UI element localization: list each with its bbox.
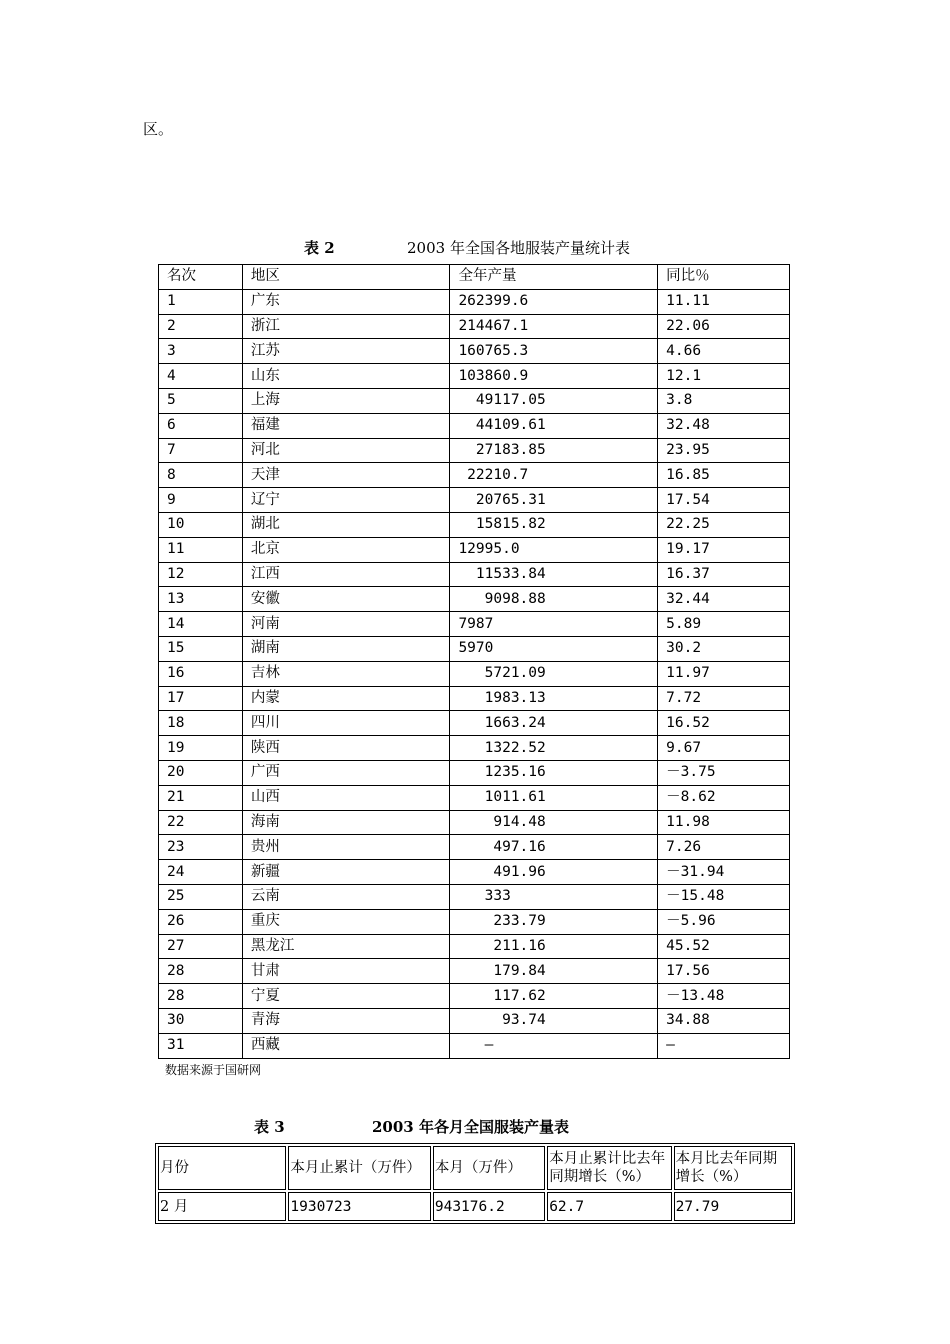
table2-cell-rank: 27 — [159, 934, 243, 959]
table-row — [159, 364, 790, 389]
table2-cell-output: 233.79 — [450, 909, 658, 934]
table2-cell-yoy: 32.44 — [658, 587, 790, 612]
table2-cell-output: 491.96 — [450, 860, 658, 885]
table2-cell-yoy: 12.1 — [658, 364, 790, 389]
table2-cell-yoy: －31.94 — [658, 860, 790, 885]
table2-cell-rank: 9 — [159, 488, 243, 513]
table3-monthly-output — [155, 1143, 795, 1224]
table2-cell-region: 广西 — [242, 760, 450, 785]
table2-cell-output: 262399.6 — [450, 289, 658, 314]
table-row — [158, 1192, 792, 1221]
table2-cell-output: 914.48 — [450, 810, 658, 835]
table2-cell-output: 1235.16 — [450, 760, 658, 785]
table3-cell-current: 943176.2 — [433, 1192, 545, 1221]
table3-header-row — [158, 1146, 792, 1190]
table2-cell-yoy: 9.67 — [658, 736, 790, 761]
table2-cell-yoy: 22.06 — [658, 314, 790, 339]
table2-cell-yoy: 3.8 — [658, 388, 790, 413]
table2-cell-rank: 25 — [159, 884, 243, 909]
table-row — [159, 934, 790, 959]
table2-cell-region: 天津 — [242, 463, 450, 488]
table2-cell-region: 海南 — [242, 810, 450, 835]
table-row — [159, 537, 790, 562]
table2-cell-yoy: 45.52 — [658, 934, 790, 959]
table2-header-yoy: 同比％ — [658, 265, 790, 290]
table3-header-current: 本月（万件） — [433, 1146, 545, 1190]
table2-cell-rank: 28 — [159, 984, 243, 1009]
table-row — [159, 488, 790, 513]
table2-cell-rank: 21 — [159, 785, 243, 810]
table2-cell-region: 新疆 — [242, 860, 450, 885]
table2-cell-output: 1322.52 — [450, 736, 658, 761]
table2-cell-yoy: －3.75 — [658, 760, 790, 785]
table-row — [159, 810, 790, 835]
table2-cell-region: 青海 — [242, 1008, 450, 1033]
source-note: 数据来源于国研网 — [165, 1063, 262, 1077]
table2-header-row — [159, 265, 790, 290]
table2-cell-region: 浙江 — [242, 314, 450, 339]
table-row — [159, 289, 790, 314]
table2-cell-rank: 12 — [159, 562, 243, 587]
table2-header-output: 全年产量 — [450, 265, 658, 290]
table2-caption — [304, 238, 630, 258]
table-row — [159, 1033, 790, 1058]
table2-cell-rank: 23 — [159, 835, 243, 860]
table-row — [159, 1008, 790, 1033]
table2-cell-rank: 7 — [159, 438, 243, 463]
table2-cell-rank: 18 — [159, 711, 243, 736]
table2-cell-rank: 11 — [159, 537, 243, 562]
table2-cell-yoy: －15.48 — [658, 884, 790, 909]
table-row — [159, 736, 790, 761]
table2-cell-rank: 26 — [159, 909, 243, 934]
table3-cell-current-growth: 27.79 — [674, 1192, 792, 1221]
table2-cell-rank: 19 — [159, 736, 243, 761]
table3-header-cumulative: 本月止累计（万件） — [288, 1146, 430, 1190]
table2-cell-rank: 17 — [159, 686, 243, 711]
table2-cell-output: 179.84 — [450, 959, 658, 984]
table2-cell-output: 211.16 — [450, 934, 658, 959]
table-row — [159, 686, 790, 711]
table2-cell-region: 湖南 — [242, 636, 450, 661]
table2-cell-output: 12995.0 — [450, 537, 658, 562]
table2-cell-rank: 22 — [159, 810, 243, 835]
table2-cell-rank: 28 — [159, 959, 243, 984]
table2-cell-region: 安徽 — [242, 587, 450, 612]
table2-cell-output: 15815.82 — [450, 512, 658, 537]
table2-cell-output: 44109.61 — [450, 413, 658, 438]
table2-cell-output: 117.62 — [450, 984, 658, 1009]
table2-cell-yoy: 16.52 — [658, 711, 790, 736]
table2-cell-region: 云南 — [242, 884, 450, 909]
table2-cell-output: 5721.09 — [450, 661, 658, 686]
table-row — [159, 760, 790, 785]
table2-cell-output: 7987 — [450, 612, 658, 637]
table2-cell-yoy: 5.89 — [658, 612, 790, 637]
table2-header-region: 地区 — [242, 265, 450, 290]
table3-label: 表 3 — [254, 1118, 285, 1136]
table2-cell-region: 黑龙江 — [242, 934, 450, 959]
table2-cell-rank: 2 — [159, 314, 243, 339]
table2-cell-rank: 4 — [159, 364, 243, 389]
table2-cell-rank: 24 — [159, 860, 243, 885]
table-row — [159, 314, 790, 339]
table2-cell-rank: 30 — [159, 1008, 243, 1033]
table-row — [159, 438, 790, 463]
table-row — [159, 909, 790, 934]
table2-cell-output: 27183.85 — [450, 438, 658, 463]
table2-cell-output: 160765.3 — [450, 339, 658, 364]
table2-cell-rank: 6 — [159, 413, 243, 438]
table3-caption — [254, 1117, 569, 1137]
table-row — [159, 512, 790, 537]
table2-cell-output: 333 — [450, 884, 658, 909]
table-row — [159, 884, 790, 909]
table2-cell-yoy: 30.2 — [658, 636, 790, 661]
table3-header-month: 月份 — [158, 1146, 286, 1190]
table2-cell-yoy: 4.66 — [658, 339, 790, 364]
table2-cell-yoy: 7.26 — [658, 835, 790, 860]
table2-cell-region: 湖北 — [242, 512, 450, 537]
table2-cell-region: 内蒙 — [242, 686, 450, 711]
table2-cell-yoy: 11.98 — [658, 810, 790, 835]
table-row — [159, 612, 790, 637]
table2-cell-rank: 15 — [159, 636, 243, 661]
table-row — [159, 413, 790, 438]
table-row — [159, 562, 790, 587]
table2-cell-yoy: 19.17 — [658, 537, 790, 562]
table2-label: 表 2 — [304, 239, 335, 257]
table2-cell-yoy: — — [658, 1033, 790, 1058]
table-row — [159, 463, 790, 488]
table-row — [159, 388, 790, 413]
table-row — [159, 959, 790, 984]
table2-cell-region: 西藏 — [242, 1033, 450, 1058]
table2-cell-yoy: 11.11 — [658, 289, 790, 314]
table-row — [159, 785, 790, 810]
table2-cell-region: 山东 — [242, 364, 450, 389]
table2-cell-output: 22210.7 — [450, 463, 658, 488]
table2-cell-region: 陕西 — [242, 736, 450, 761]
table2-cell-yoy: －5.96 — [658, 909, 790, 934]
table2-cell-output: 5970 — [450, 636, 658, 661]
table2-cell-region: 河南 — [242, 612, 450, 637]
table2-cell-rank: 3 — [159, 339, 243, 364]
table2-cell-rank: 13 — [159, 587, 243, 612]
table-row — [159, 711, 790, 736]
table2-cell-region: 四川 — [242, 711, 450, 736]
table2-title: 2003 年全国各地服装产量统计表 — [407, 239, 630, 257]
table2-cell-rank: 14 — [159, 612, 243, 637]
table-row — [159, 661, 790, 686]
table2-cell-yoy: 17.54 — [658, 488, 790, 513]
table2-cell-yoy: 34.88 — [658, 1008, 790, 1033]
table2-cell-rank: 5 — [159, 388, 243, 413]
table2-cell-yoy: 7.72 — [658, 686, 790, 711]
table2-cell-region: 广东 — [242, 289, 450, 314]
table2-cell-output: 49117.05 — [450, 388, 658, 413]
table2-cell-output: 1011.61 — [450, 785, 658, 810]
table2-cell-region: 河北 — [242, 438, 450, 463]
table2-cell-output: 497.16 — [450, 835, 658, 860]
table2-cell-rank: 8 — [159, 463, 243, 488]
table2-cell-output: — — [450, 1033, 658, 1058]
table2-cell-region: 山西 — [242, 785, 450, 810]
table-row — [159, 636, 790, 661]
table-row — [159, 587, 790, 612]
table2-body — [159, 289, 790, 1058]
table2-cell-rank: 16 — [159, 661, 243, 686]
table2-cell-output: 1663.24 — [450, 711, 658, 736]
table2-cell-region: 江西 — [242, 562, 450, 587]
table2-cell-yoy: －8.62 — [658, 785, 790, 810]
table2-cell-region: 福建 — [242, 413, 450, 438]
table2-cell-region: 上海 — [242, 388, 450, 413]
table-row — [159, 835, 790, 860]
table2-cell-yoy: 11.97 — [658, 661, 790, 686]
table2-cell-yoy: 16.85 — [658, 463, 790, 488]
table-row — [159, 860, 790, 885]
table2-cell-rank: 20 — [159, 760, 243, 785]
table2-cell-rank: 10 — [159, 512, 243, 537]
table2-cell-yoy: －13.48 — [658, 984, 790, 1009]
table2-cell-region: 贵州 — [242, 835, 450, 860]
table2-cell-output: 103860.9 — [450, 364, 658, 389]
table2-cell-yoy: 17.56 — [658, 959, 790, 984]
table2-cell-region: 宁夏 — [242, 984, 450, 1009]
table2-cell-region: 甘肃 — [242, 959, 450, 984]
table2-cell-output: 93.74 — [450, 1008, 658, 1033]
table3-header-current-growth: 本月比去年同期增长（%） — [674, 1146, 792, 1190]
table2-cell-yoy: 22.25 — [658, 512, 790, 537]
table2-cell-output: 1983.13 — [450, 686, 658, 711]
table3-header-cumulative-growth: 本月止累计比去年同期增长（%） — [547, 1146, 671, 1190]
table2-cell-region: 重庆 — [242, 909, 450, 934]
table2-cell-rank: 31 — [159, 1033, 243, 1058]
table2-header-rank: 名次 — [159, 265, 243, 290]
table2-cell-rank: 1 — [159, 289, 243, 314]
table2-cell-output: 9098.88 — [450, 587, 658, 612]
lead-text: 区。 — [143, 120, 174, 138]
table3-cell-month: 2 月 — [158, 1192, 286, 1221]
table2-cell-region: 吉林 — [242, 661, 450, 686]
table2-cell-output: 11533.84 — [450, 562, 658, 587]
table2-regional-output — [158, 264, 790, 1059]
table2-cell-region: 辽宁 — [242, 488, 450, 513]
table3-cell-cumulative-growth: 62.7 — [547, 1192, 671, 1221]
table2-cell-yoy: 32.48 — [658, 413, 790, 438]
table2-cell-region: 北京 — [242, 537, 450, 562]
table3-title: 2003 年各月全国服装产量表 — [372, 1118, 569, 1136]
table2-cell-yoy: 16.37 — [658, 562, 790, 587]
table-row — [159, 984, 790, 1009]
table2-cell-output: 214467.1 — [450, 314, 658, 339]
table2-cell-output: 20765.31 — [450, 488, 658, 513]
table-row — [159, 339, 790, 364]
table3-cell-cumulative: 1930723 — [288, 1192, 430, 1221]
table2-cell-yoy: 23.95 — [658, 438, 790, 463]
table2-cell-region: 江苏 — [242, 339, 450, 364]
